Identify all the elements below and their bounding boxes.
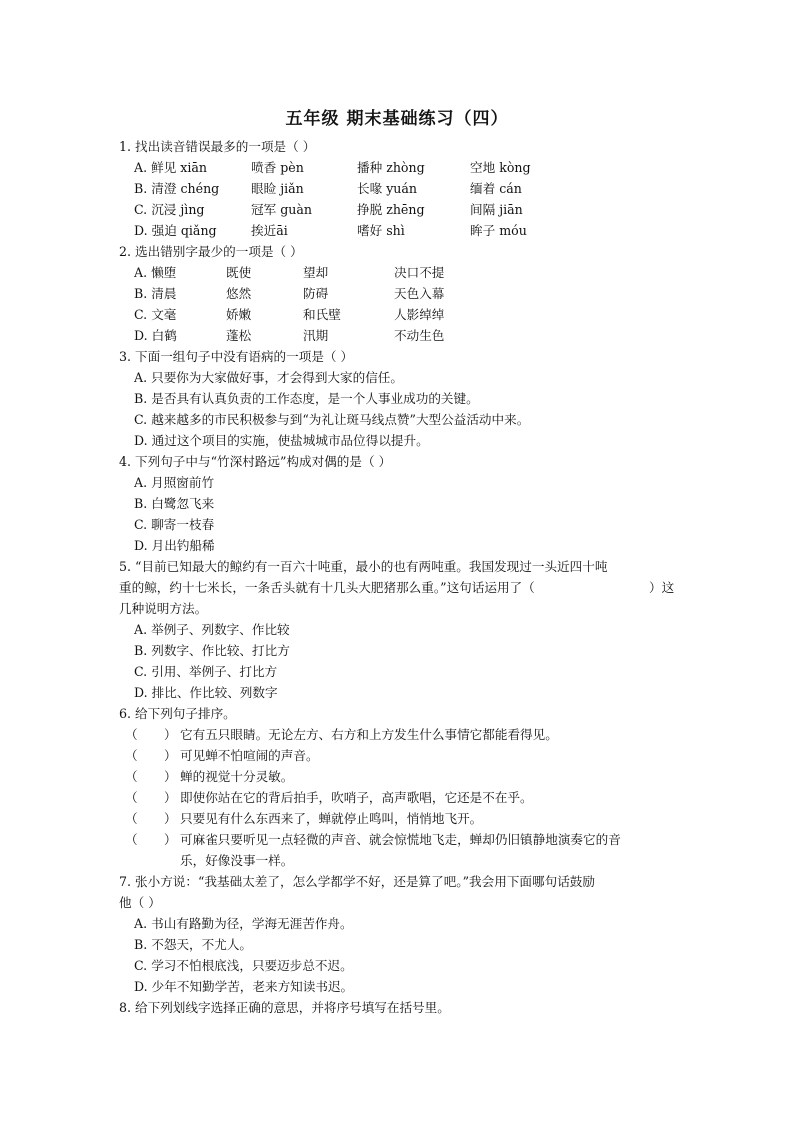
q2-d-4: 不动生色 xyxy=(394,328,445,343)
q4-option-c: C. 聊寄一枝春 xyxy=(134,517,215,532)
q6-blank-6-close: ） xyxy=(164,832,177,847)
q5-option-d: D. 排比、作比较、列数字 xyxy=(134,685,278,700)
q1-a-4: 空地 kòng xyxy=(470,160,531,175)
q5-option-c: C. 引用、举例子、打比方 xyxy=(134,664,278,679)
q2-a-4: 决口不提 xyxy=(394,265,445,280)
q6-blank-4-open: （ xyxy=(125,790,138,805)
question-3-stem: 3. 下面一组句子中没有语病的一项是（ ） xyxy=(119,349,354,364)
question-5-line-1: 5. “目前已知最大的鲸约有一百六十吨重，最小的也有两吨重。我国发现过一头近四十吨 xyxy=(119,559,608,574)
q6-blank-3-open: （ xyxy=(125,769,138,784)
question-1-stem: 1. 找出读音错误最多的一项是（ ） xyxy=(119,139,316,154)
q2-c-4: 人影绰绰 xyxy=(394,307,445,322)
q4-option-b: B. 白鹭忽飞来 xyxy=(134,496,215,511)
q6-item-5: 只要见有什么东西来了，蝉就停止鸣叫，悄悄地飞开。 xyxy=(180,811,483,826)
q5-option-b: B. 列数字、作比较、打比方 xyxy=(134,643,290,658)
q6-blank-5-open: （ xyxy=(125,811,138,826)
q5-line-2-end: ）这 xyxy=(649,580,675,595)
page-title: 五年级 期末基础练习（四） xyxy=(285,109,509,129)
q6-item-2: 可见蝉不怕喧闹的声音。 xyxy=(180,748,319,763)
q2-c-1: C. 文毫 xyxy=(134,307,177,322)
q4-option-a: A. 月照窗前竹 xyxy=(134,475,215,490)
q2-c-2: 娇嫩 xyxy=(226,307,252,322)
q1-c-1: C. 沉浸 jìng xyxy=(134,202,205,217)
q6-blank-2-close: ） xyxy=(164,748,177,763)
q2-b-3: 防碍 xyxy=(303,286,329,301)
q2-d-3: 汛期 xyxy=(303,328,329,343)
q3-option-c: C. 越来越多的市民积极参与到“为礼让斑马线点赞”大型公益活动中来。 xyxy=(134,412,530,427)
q6-blank-1-open: （ xyxy=(125,727,138,742)
question-7-line-1: 7. 张小方说：“我基础太差了，怎么学都学不好，还是算了吧。”我会用下面哪句话鼓励 xyxy=(119,874,595,889)
q6-item-6-continued: 乐，好像没事一样。 xyxy=(180,853,294,868)
q2-a-3: 望却 xyxy=(303,265,329,280)
q1-d-4: 眸子 móu xyxy=(470,223,527,238)
q1-c-3: 挣脱 zhēng xyxy=(357,202,425,217)
question-5-line-3: 几种说明方法。 xyxy=(119,601,208,616)
q3-option-d: D. 通过这个项目的实施，使盐城城市品位得以提升。 xyxy=(134,433,429,448)
question-2-stem: 2. 选出错别字最少的一项是（ ） xyxy=(119,244,303,259)
q6-blank-1-close: ） xyxy=(164,727,177,742)
q5-option-a: A. 举例子、列数字、作比较 xyxy=(134,622,290,637)
q1-b-4: 缅着 cán xyxy=(470,181,522,196)
q7-option-b: B. 不怨天，不尤人。 xyxy=(134,937,253,952)
q7-option-d: D. 少年不知勤学苦，老来方知读书迟。 xyxy=(134,979,354,994)
q1-c-2: 冠军 guàn xyxy=(251,202,312,217)
q2-b-1: B. 清晨 xyxy=(134,286,177,301)
q6-item-3: 蝉的视觉十分灵敏。 xyxy=(180,769,294,784)
q2-a-2: 既使 xyxy=(226,265,252,280)
question-5-line-2 xyxy=(119,578,535,598)
q2-d-1: D. 白鹤 xyxy=(134,328,177,343)
question-7-line-2: 他（ ） xyxy=(119,895,161,910)
question-6-stem: 6. 给下列句子排序。 xyxy=(119,706,236,721)
q1-a-1: A. 鲜见 xiān xyxy=(134,160,208,175)
q2-c-3: 和氏壁 xyxy=(303,307,341,322)
q3-option-a: A. 只要你为大家做好事，才会得到大家的信任。 xyxy=(134,370,403,385)
q6-blank-6-open: （ xyxy=(125,832,138,847)
q2-d-2: 蓬松 xyxy=(226,328,252,343)
q7-option-a: A. 书山有路勤为径，学海无涯苦作舟。 xyxy=(134,916,353,931)
q1-b-1: B. 清澄 chéng xyxy=(134,181,220,196)
q6-blank-3-close: ） xyxy=(164,769,177,784)
q7-option-c: C. 学习不怕根底浅，只要迈步总不迟。 xyxy=(134,958,353,973)
q5-line-2-text: 重的鲸，约十七米长，一条舌头就有十几头大肥猪那么重。”这句话运用了（ xyxy=(119,580,535,595)
q1-b-2: 眼睑 jiǎn xyxy=(251,181,304,196)
q2-b-4: 天色入幕 xyxy=(394,286,445,301)
q1-c-4: 间隔 jiān xyxy=(470,202,523,217)
q6-item-6: 可麻雀只要听见一点轻微的声音、就会惊慌地飞走，蝉却仍旧镇静地演奏它的音 xyxy=(180,832,621,847)
q6-blank-4-close: ） xyxy=(164,790,177,805)
question-4-stem: 4. 下列句子中与“竹深村路远”构成对偶的是（ ） xyxy=(119,454,392,469)
q6-blank-5-close: ） xyxy=(164,811,177,826)
q6-blank-2-open: （ xyxy=(125,748,138,763)
q1-b-3: 长喙 yuán xyxy=(357,181,418,196)
q1-d-2: 挨近āi xyxy=(251,223,288,238)
q2-a-1: A. 懒堕 xyxy=(134,265,177,280)
q6-item-1: 它有五只眼睛。无论左方、右方和上方发生什么事情它都能看得见。 xyxy=(180,727,558,742)
q2-b-2: 悠然 xyxy=(226,286,252,301)
q6-item-4: 即使你站在它的背后拍手，吹哨子，高声歌唱，它还是不在乎。 xyxy=(180,790,533,805)
q1-d-3: 嗜好 shì xyxy=(357,223,405,238)
q4-option-d: D. 月出钓船稀 xyxy=(134,538,215,553)
q1-d-1: D. 强迫 qiǎng xyxy=(134,223,217,238)
q3-option-b: B. 是否具有认真负责的工作态度，是一个人事业成功的关键。 xyxy=(134,391,479,406)
q1-a-2: 喷香 pèn xyxy=(251,160,304,175)
q1-a-3: 播种 zhòng xyxy=(357,160,425,175)
question-8-stem: 8. 给下列划线字选择正确的意思，并将序号填写在括号里。 xyxy=(119,1000,450,1015)
